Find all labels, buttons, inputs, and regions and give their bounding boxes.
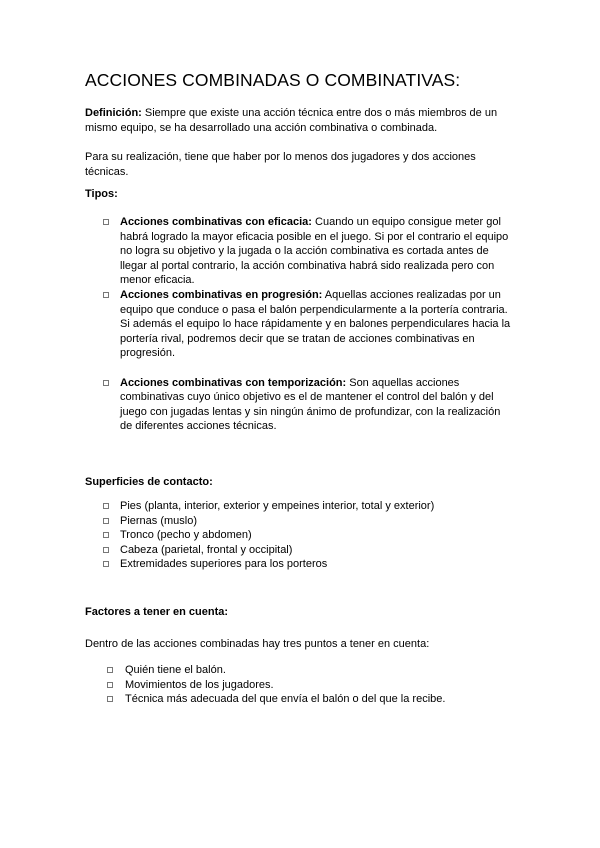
superficies-heading: Superficies de contacto:	[85, 476, 213, 488]
factores-heading: Factores a tener en cuenta:	[85, 606, 229, 618]
checkbox-bullet-icon	[107, 696, 113, 702]
tipo-label: Acciones combinativas con eficacia:	[120, 216, 312, 228]
tipos-list	[85, 215, 515, 434]
list-item: Cabeza (parietal, frontal y occipital)	[85, 543, 515, 558]
factores-heading-block	[85, 605, 515, 620]
tipo-text: Son aquellas acciones combinativas cuyo único objetivo es el de mantener el control del balón y del juego con jugadas lentas y sin ningún ánimo de profundizar, con la realización de diferentes acciones técnicas.	[120, 376, 501, 433]
checkbox-bullet-icon	[103, 547, 109, 553]
checkbox-bullet-icon	[103, 561, 109, 567]
checkbox-bullet-icon	[103, 503, 109, 509]
realization-text: Para su realización, tiene que haber por lo menos dos jugadores y dos acciones técnicas.	[85, 151, 476, 178]
realization-paragraph	[85, 150, 515, 180]
tipo-text: Aquellas acciones realizadas por un equipo que conduce o pasa el balón perpendicularmente a la portería contraria. Si además el equipo lo hace rápidamente y en balones perpendiculares hacia la portería rival, podremos decir que se tratan de acciones combinativas en progresión.	[120, 288, 511, 360]
list-item: Movimientos de los jugadores.	[85, 678, 515, 693]
tipos-heading-block	[85, 187, 515, 202]
definition-label: Definición:	[85, 107, 142, 119]
factores-list	[85, 663, 515, 707]
factores-intro: Dentro de las acciones combinadas hay tres puntos a tener en cuenta:	[85, 638, 430, 650]
list-item: Extremidades superiores para los porteros	[85, 557, 515, 572]
list-item	[85, 376, 515, 434]
list-item: Técnica más adecuada del que envía el balón o del que la recibe.	[85, 692, 515, 707]
checkbox-bullet-icon	[103, 292, 109, 298]
checkbox-bullet-icon	[103, 532, 109, 538]
page-title: ACCIONES COMBINADAS O COMBINATIVAS:	[85, 70, 461, 90]
factores-intro-block	[85, 637, 515, 652]
checkbox-bullet-icon	[107, 682, 113, 688]
superficies-heading-block	[85, 475, 515, 490]
list-item: Tronco (pecho y abdomen)	[85, 528, 515, 543]
list-item	[85, 215, 515, 288]
tipo-text: Cuando un equipo consigue meter gol habrá logrado la mayor eficacia posible en el juego. Si por el contrario el equipo no logra su objetivo y la jugada o la acción combinativa es cortada antes de llegar al portal contrario, la acción combinativa habrá sido realizada pero con menor eficacia.	[120, 216, 509, 287]
tipo-label: Acciones combinativas con temporización:	[120, 376, 347, 389]
list-item: Quién tiene el balón.	[85, 663, 515, 678]
list-item: Piernas (muslo)	[85, 514, 515, 529]
definition-text: Siempre que existe una acción técnica entre dos o más miembros de un mismo equipo, se ha desarrollado una acción combinativa o combinada.	[85, 107, 498, 134]
checkbox-bullet-icon	[107, 667, 113, 673]
definition-paragraph	[85, 106, 515, 136]
checkbox-bullet-icon	[103, 219, 109, 225]
checkbox-bullet-icon	[103, 518, 109, 524]
tipos-heading: Tipos:	[85, 188, 118, 200]
superficies-list	[85, 499, 515, 572]
list-item: Pies (planta, interior, exterior y empeines interior, total y exterior)	[85, 499, 515, 514]
list-item	[85, 288, 515, 361]
checkbox-bullet-icon	[103, 380, 109, 386]
tipo-label: Acciones combinativas en progresión:	[120, 288, 323, 301]
